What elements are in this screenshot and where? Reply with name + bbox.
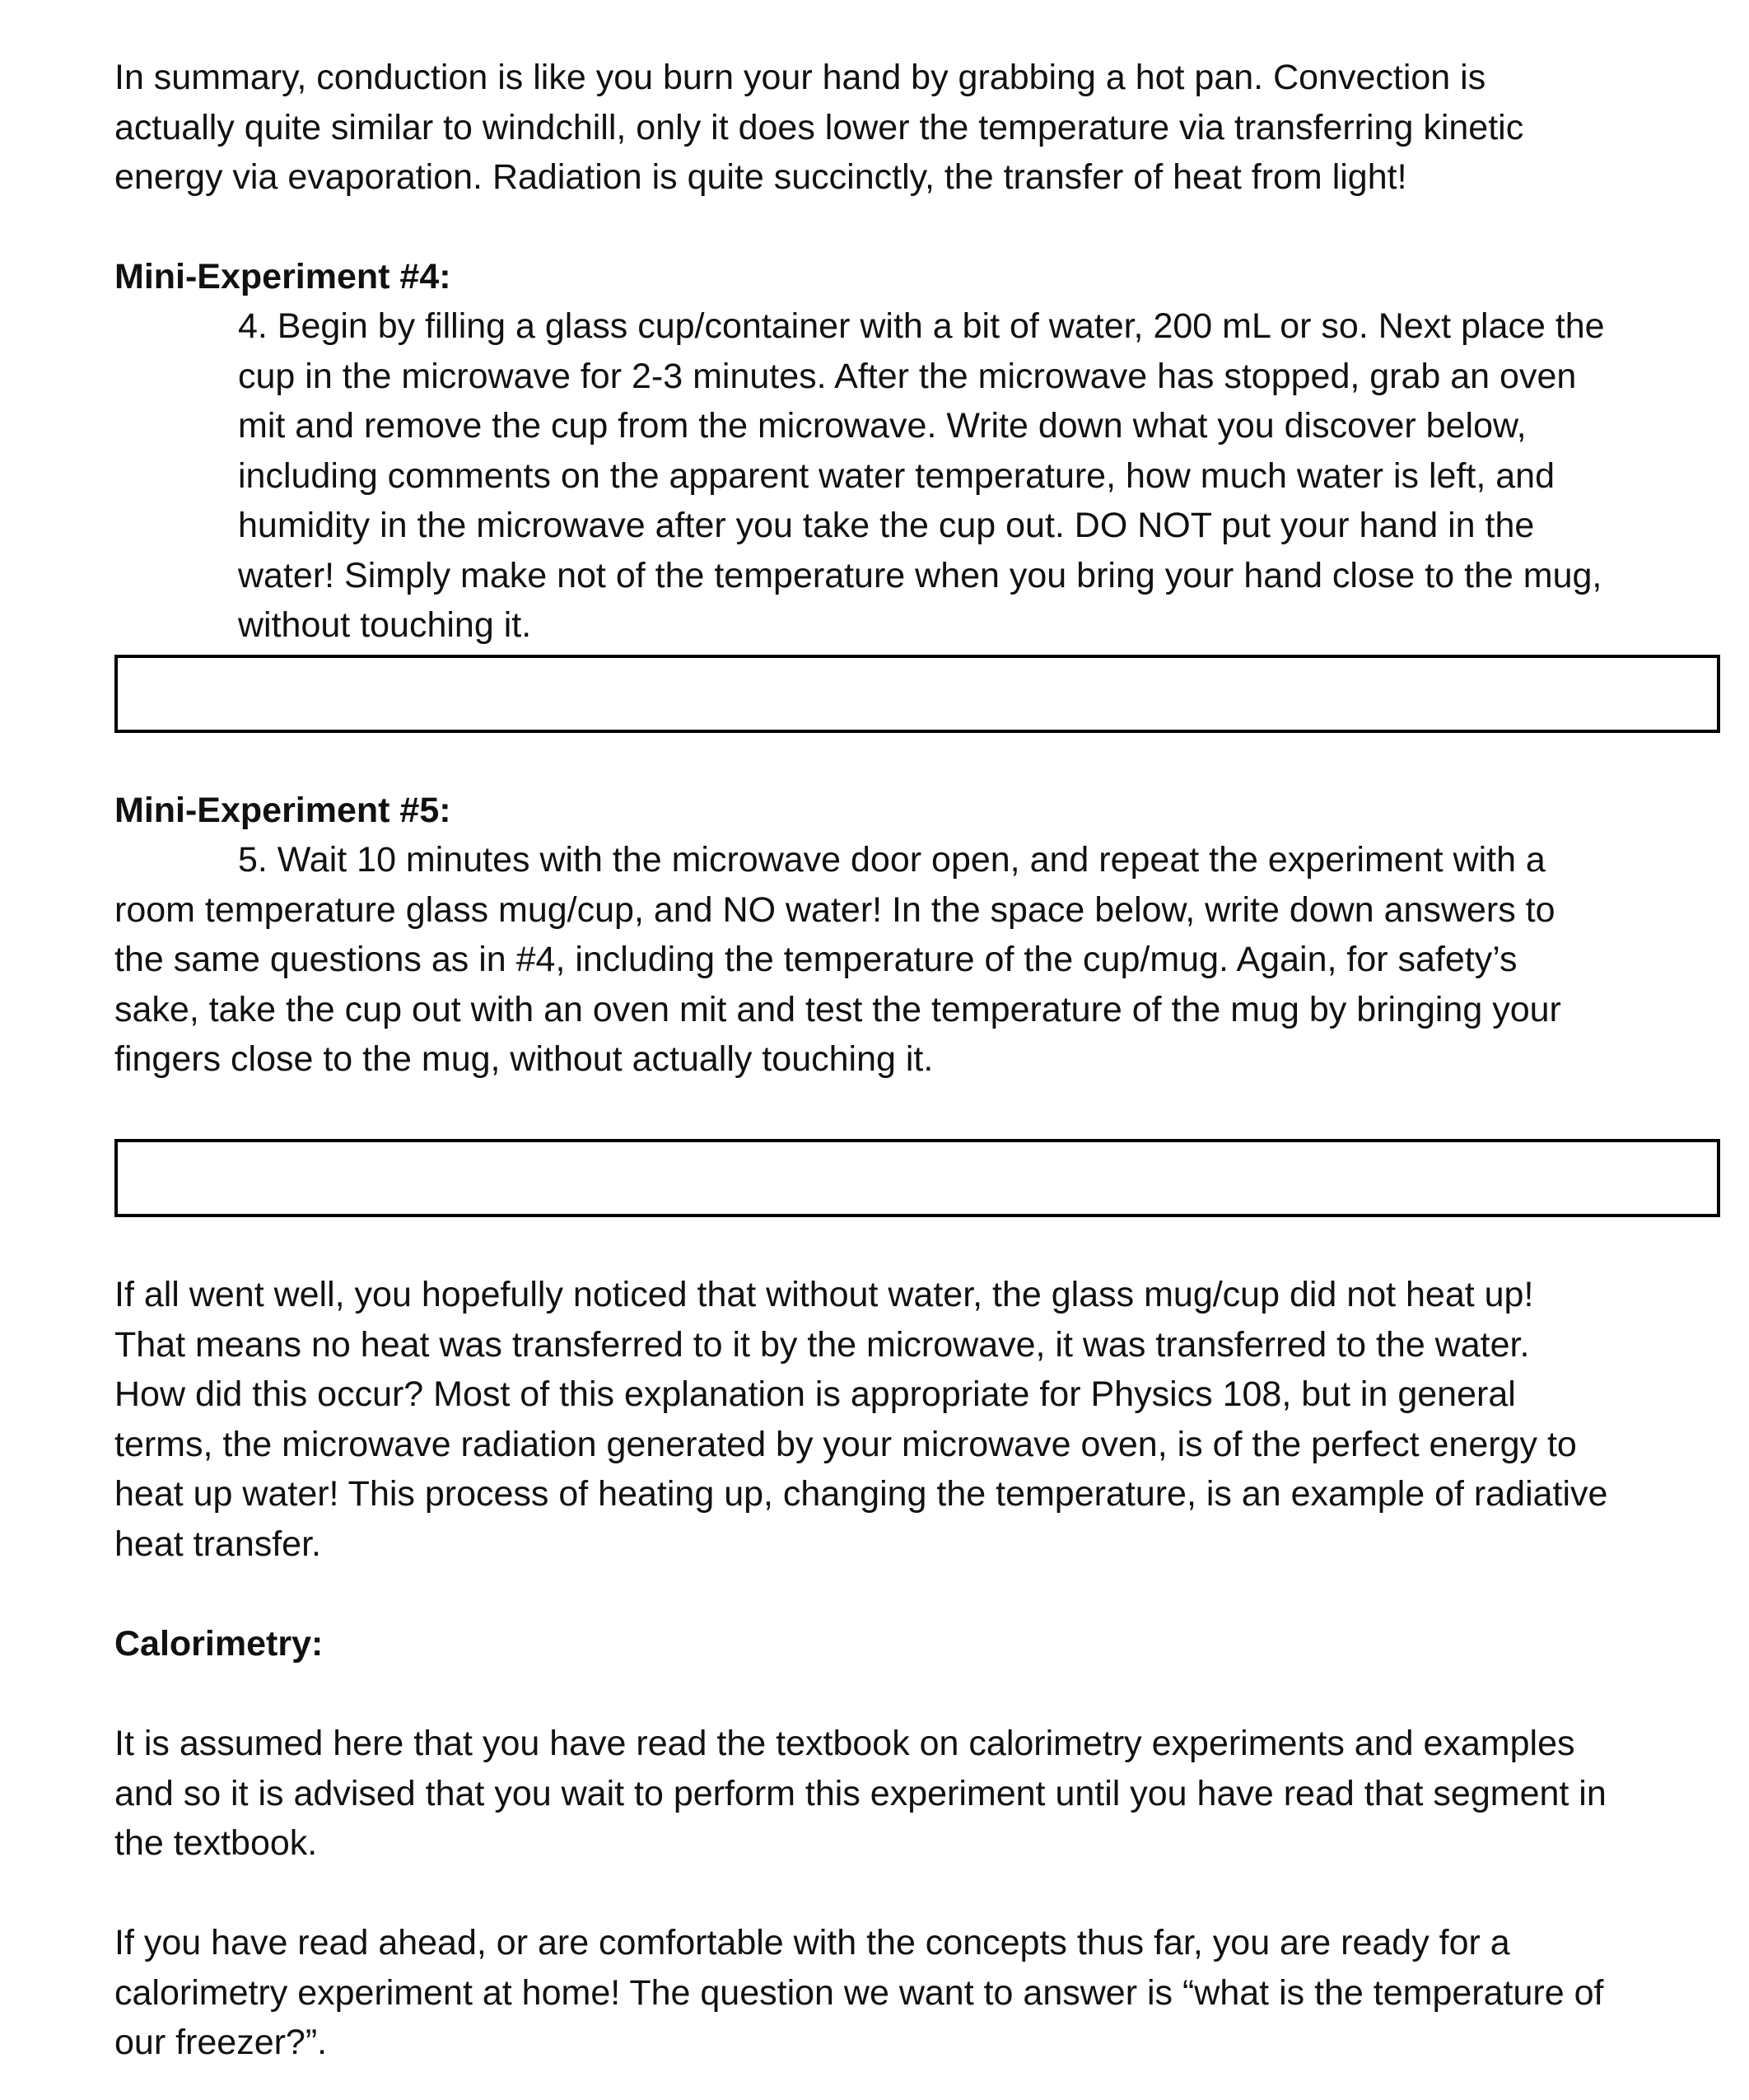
calorimetry-paragraph-1 xyxy=(114,1719,1607,1869)
explanation-line: How did this occur? Most of this explanation is appropriate for Physics 108, but in general xyxy=(114,1374,1516,1414)
experiment-5-line: 5. Wait 10 minutes with the microwave door open, and repeat the experiment with a xyxy=(238,840,1546,880)
experiment-4-heading: Mini-Experiment #4: xyxy=(114,257,451,296)
experiment-5-heading: Mini-Experiment #5: xyxy=(114,791,451,830)
calorimetry-line: If you have read ahead, or are comfortable with the concepts thus far, you are ready for a xyxy=(114,1923,1510,1962)
experiment-5-line: room temperature glass mug/cup, and NO water! In the space below, write down answers to xyxy=(114,889,1555,930)
calorimetry-line: calorimetry experiment at home! The question we want to answer is “what is the temperature of xyxy=(114,1972,1604,2013)
explanation-line: That means no heat was transferred to it by the microwave, it was transferred to the water. xyxy=(114,1324,1530,1365)
experiment-4-line: humidity in the microwave after you take the cup out. DO NOT put your hand in the xyxy=(238,506,1535,545)
experiment-4-instructions xyxy=(238,301,1605,651)
experiment-4-line: including comments on the apparent water temperature, how much water is left, and xyxy=(238,455,1555,496)
explanation-line: If all went well, you hopefully noticed that without water, the glass mug/cup did not heat up! xyxy=(114,1275,1534,1314)
calorimetry-line: the textbook. xyxy=(114,1823,318,1863)
summary-paragraph xyxy=(114,53,1523,203)
experiment-4-line: 4. Begin by filling a glass cup/container with a bit of water, 200 mL or so. Next place the xyxy=(238,306,1605,346)
experiment-4-line: cup in the microwave for 2-3 minutes. After the microwave has stopped, grab an oven xyxy=(238,356,1577,396)
experiment-4-line: water! Simply make not of the temperature when you bring your hand close to the mug, xyxy=(238,555,1602,595)
calorimetry-paragraph-2 xyxy=(114,1918,1603,2068)
experiment-4-line: without touching it. xyxy=(238,605,532,645)
experiment-5-line: the same questions as in #4, including the temperature of the cup/mug. Again, for safety’s xyxy=(114,940,1518,979)
calorimetry-line: It is assumed here that you have read the textbook on calorimetry experiments and examples xyxy=(114,1724,1575,1763)
summary-line: actually quite similar to windchill, only it does lower the temperature via transferring kinetic xyxy=(114,107,1524,147)
experiment-5-answer-box[interactable] xyxy=(114,1139,1720,1217)
calorimetry-line: our freezer?”. xyxy=(114,2023,328,2062)
experiment-5-line: sake, take the cup out with an oven mit and test the temperature of the mug by bringing your xyxy=(114,989,1561,1029)
summary-line: energy via evaporation. Radiation is quite succinctly, the transfer of heat from light! xyxy=(114,157,1407,197)
explanation-line: heat transfer. xyxy=(114,1524,321,1564)
explanation-line: heat up water! This process of heating up, changing the temperature, is an example of radiative xyxy=(114,1474,1608,1514)
experiment-5-line: fingers close to the mug, without actually touching it. xyxy=(114,1039,934,1079)
experiment-4-answer-box[interactable] xyxy=(114,655,1720,733)
experiment-5-instructions xyxy=(114,835,1561,1085)
calorimetry-heading: Calorimetry: xyxy=(114,1624,324,1664)
calorimetry-line: and so it is advised that you wait to perform this experiment until you have read that segment in xyxy=(114,1773,1607,1813)
experiment-4-line: mit and remove the cup from the microwave. Write down what you discover below, xyxy=(238,406,1527,446)
summary-line: In summary, conduction is like you burn your hand by grabbing a hot pan. Convection is xyxy=(114,58,1486,97)
explanation-line: terms, the microwave radiation generated by your microwave oven, is of the perfect energy to xyxy=(114,1424,1577,1464)
explanation-paragraph xyxy=(114,1270,1607,1569)
